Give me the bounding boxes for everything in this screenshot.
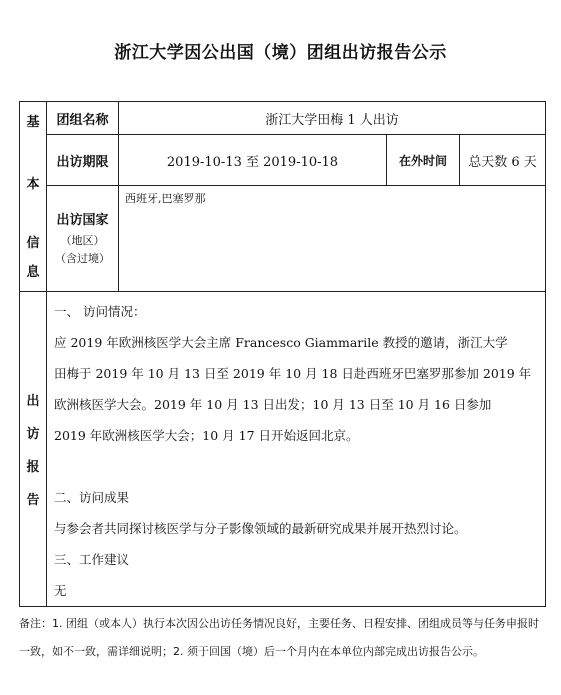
report-line: 三、工作建议 xyxy=(54,552,130,567)
report-line: 欧洲核医学大会。2019 年 10 月 13 日出发；10 月 13 日至 10 月 16 日参加 xyxy=(54,397,492,412)
basic-info-char-1: 基 xyxy=(26,115,40,130)
report-line: 2019 年欧洲核医学大会；10 月 17 日开始返回北京。 xyxy=(54,428,359,443)
report-char-1: 出 xyxy=(26,394,40,409)
country-value: 西班牙,巴塞罗那 xyxy=(119,186,546,292)
period-label: 出访期限 xyxy=(47,135,119,186)
report-line: 田梅于 2019 年 10 月 13 日至 2019 年 10 月 18 日赴西班牙巴塞罗那参加 2019 年 xyxy=(54,366,532,381)
period-value: 2019-10-13 至 2019-10-18 xyxy=(119,135,387,186)
page-title: 浙江大学因公出国（境）团组出访报告公示 xyxy=(114,43,447,63)
abroad-time-value: 总天数 6 天 xyxy=(460,135,546,186)
report-content xyxy=(47,292,546,607)
report-line: 与参会者共同探讨核医学与分子影像领域的最新研究成果并展开热烈讨论。 xyxy=(54,521,467,536)
basic-info-char-2: 本 xyxy=(26,177,40,192)
report-section-label xyxy=(20,292,47,607)
footnote-line-1: 备注：1. 团组（或本人）执行本次因公出访任务情况良好，主要任务、日程安排、团组成员等与任务申报时 xyxy=(19,617,539,630)
report-line: 一、 访问情况： xyxy=(54,304,146,319)
report-char-3: 报 xyxy=(26,460,40,475)
report-line: 应 2019 年欧洲核医学大会主席 Francesco Giammarile 教授的邀请，浙江大学 xyxy=(54,335,508,350)
group-name-label: 团组名称 xyxy=(47,102,119,135)
report-line xyxy=(54,451,538,482)
report-char-2: 访 xyxy=(26,427,40,442)
country-label: 出访国家 xyxy=(56,212,109,228)
footnote-line-2: 一致，如不一致，需详细说明；2. 须于回国（境）后一个月内在本单位内部完成出访报告公示。 xyxy=(19,645,484,658)
basic-info-char-3: 信 xyxy=(26,236,40,251)
report-line: 二、访问成果 xyxy=(54,490,130,505)
country-sub-region: （地区） xyxy=(60,233,105,247)
basic-info-section-label xyxy=(20,102,47,292)
basic-info-char-4: 息 xyxy=(26,265,40,280)
abroad-time-label: 在外时间 xyxy=(387,135,460,186)
country-label-cell xyxy=(47,186,119,292)
footnote xyxy=(19,610,551,666)
report-line: 无 xyxy=(54,583,67,598)
group-name-value: 浙江大学田梅 1 人出访 xyxy=(119,102,546,135)
country-sub-transit: （含过境） xyxy=(55,251,110,265)
report-char-4: 告 xyxy=(26,493,40,508)
info-table xyxy=(19,101,546,607)
